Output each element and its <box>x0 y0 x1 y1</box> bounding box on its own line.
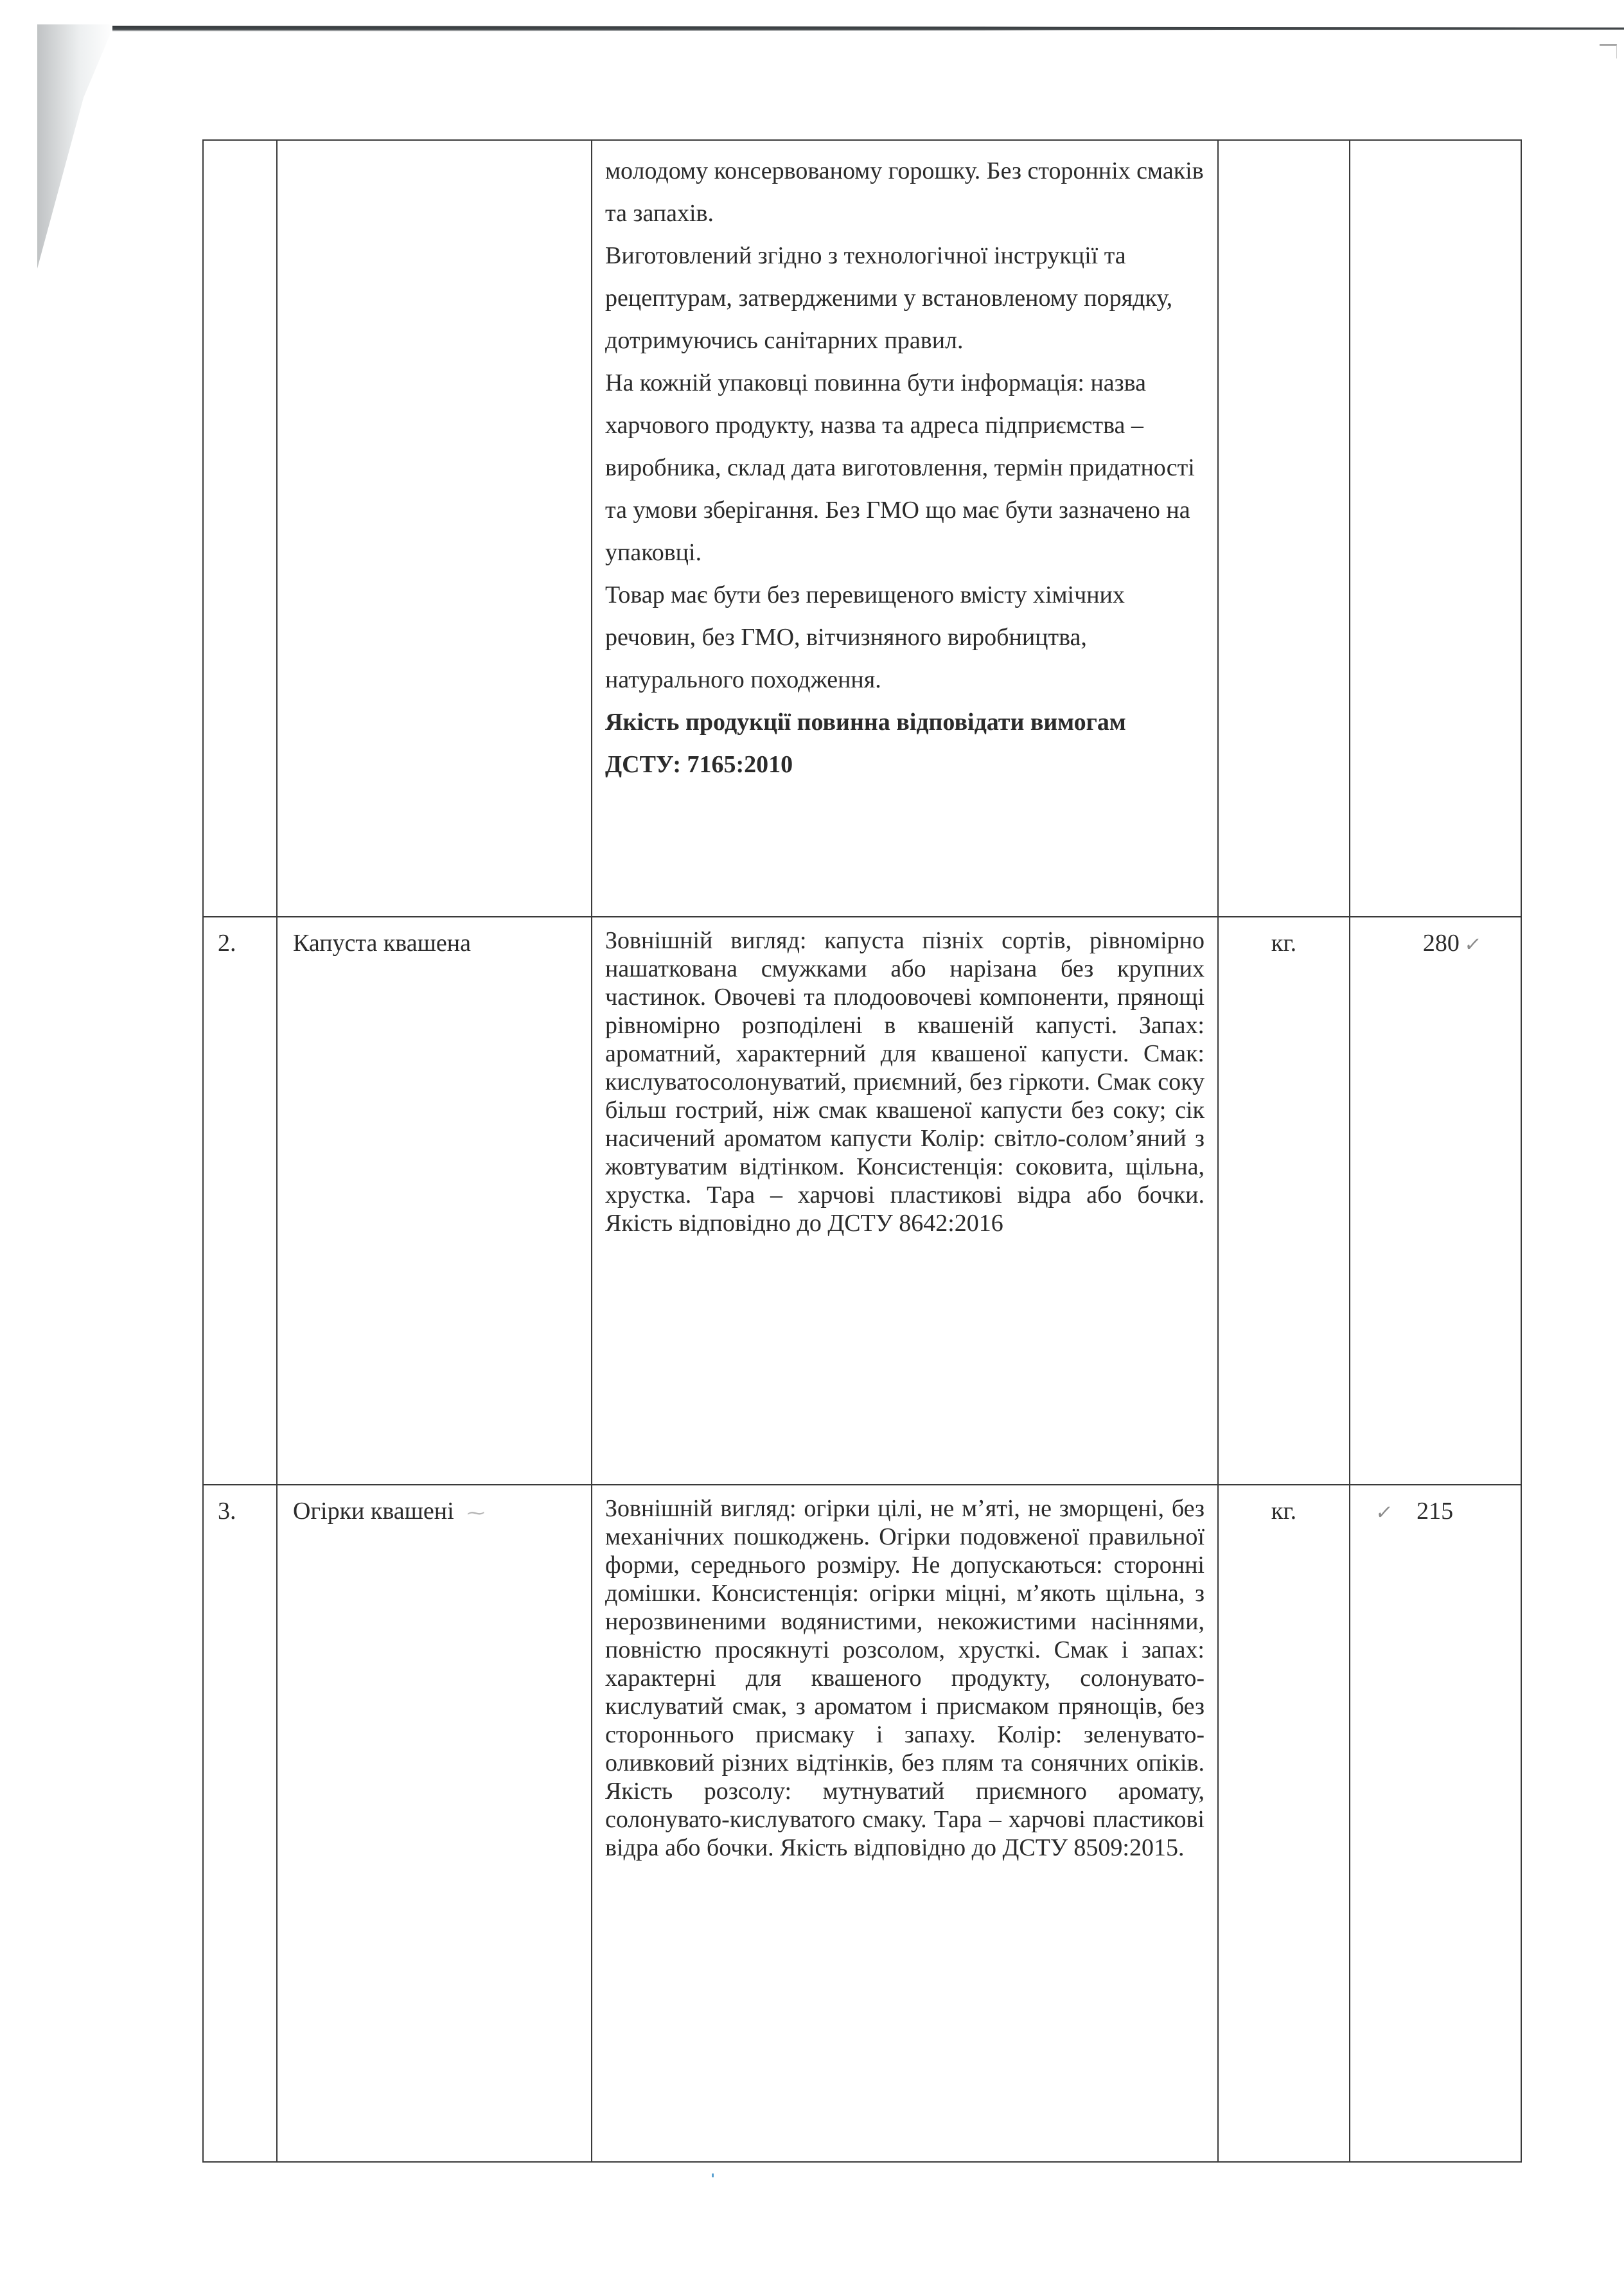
quantity-value: 280 <box>1422 930 1460 957</box>
description-paragraph: Товар має бути без перевищеного вмісту хімічних речовин, без ГМО, вітчизняного виробництва, натурального походження. <box>605 581 1125 693</box>
unit-cell: кг. <box>1218 917 1350 1485</box>
description-paragraph: молодому консервованому горошку. Без сторонніх смаків та запахів. <box>605 157 1204 227</box>
product-name-cell: Капуста квашена <box>277 917 592 1485</box>
scan-speck <box>712 2173 714 2177</box>
table-row <box>203 917 1521 1485</box>
quantity-cell <box>1350 140 1521 917</box>
unit-cell: кг. <box>1218 1485 1350 2162</box>
row-number-cell <box>203 140 277 917</box>
handwritten-check-icon: ✓ <box>1374 1501 1395 1524</box>
table-row <box>203 1485 1521 2162</box>
row-number-cell: 3. <box>203 1485 277 2162</box>
unit-cell <box>1218 140 1350 917</box>
row-number-cell: 2. <box>203 917 277 1485</box>
scan-fold-shadow <box>37 24 114 269</box>
description-paragraph: Виготовлений згідно з технологічної інструкції та рецептурам, затвердженими у встановленому порядку, дотримуючись санітарних правил. <box>605 242 1173 354</box>
quantity-cell <box>1350 917 1521 1485</box>
scan-corner-mark <box>1600 44 1617 58</box>
table-row <box>203 140 1521 917</box>
description-paragraph: На кожній упаковці повинна бути інформація: назва харчового продукту, назва та адреса підприємства – виробника, склад дата виготовлення, термін придатності та умови зберігання. Без ГМО що має бути зазначено на упаковці. <box>605 369 1195 566</box>
product-name: Огірки квашені <box>293 1498 454 1525</box>
specification-table <box>202 139 1522 2163</box>
handwritten-mark-icon: ⁓ <box>466 1503 485 1523</box>
product-description-cell: Зовнішній вигляд: капуста пізніх сортів, рівномірно нашаткована смужками або нарізана без крупних частинок. Овочеві та плодоовочеві компоненти, прянощі рівномірно розподілені в квашеній капусті. Запах: ароматний, характерний для квашеної капусти. Смак: кислуватосолонуватий, приємний, без гіркоти. Смак соку більш гострий, ніж смак квашеної капусти без соку; сік насичений ароматом капусти Колір: світло-солом’яний з жовтуватим відтінком. Консистенція: соковита, щільна, хрустка. Тара – харчові пластикові відра або бочки. Якість відповідно до ДСТУ 8642:2016 <box>592 917 1218 1485</box>
handwritten-check-icon: ✓ <box>1462 934 1483 956</box>
product-name-cell <box>277 1485 592 2162</box>
scan-top-edge <box>112 26 1624 31</box>
quality-standard-statement: Якість продукції повинна відповідати вимогам ДСТУ: 7165:2010 <box>605 709 1126 778</box>
product-description-cell <box>592 140 1218 917</box>
product-name-cell <box>277 140 592 917</box>
quantity-value: 215 <box>1417 1498 1454 1525</box>
quantity-cell <box>1350 1485 1521 2162</box>
product-description-cell: Зовнішній вигляд: огірки цілі, не м’яті, не зморщені, без механічних пошкоджень. Огірки подовженої правильної форми, середнього розміру. Не допускаються: сторонні домішки. Консистенція: огірки міцні, м’якоть щільна, з нерозвиненими водянистими, некожистими насіннями, повністю просякнуті розсолом, хрусткі. Смак і запах: характерні для квашеного продукту, солонувато-кислуватий смак, з ароматом і присмаком прянощів, без стороннього присмаку і запаху. Колір: зеленувато-оливковий різних відтінків, без плям та сонячних опіків. Якість розсолу: мутнуватий приємного аромату, солонувато-кислуватого смаку. Тара – харчові пластикові відра або бочки. Якість відповідно до ДСТУ 8509:2015. <box>592 1485 1218 2162</box>
